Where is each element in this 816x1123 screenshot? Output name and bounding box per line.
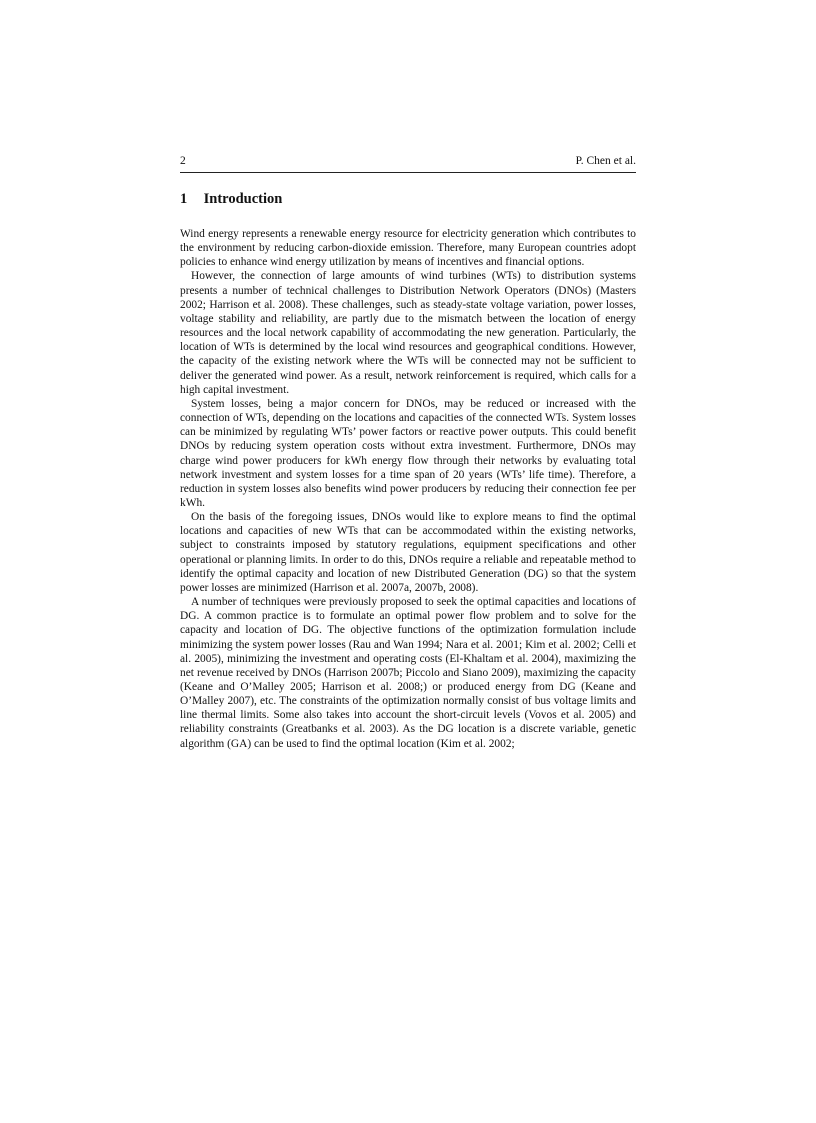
section-title: Introduction — [203, 191, 283, 207]
section-number: 1 — [180, 191, 188, 207]
paragraph: System losses, being a major concern for DNOs, may be reduced or increased with the connection of WTs, depending on the locations and capacities of the connected WTs. System losses can be minimized by regulating WTs’ power factors or reactive power outputs. This could benefit DNOs by reducing system operation costs without extra investment. Furthermore, DNOs may charge wind power producers for kWh energy flow through their networks by evaluating total network investment and system losses for a time span of 20 years (WTs’ life time). Therefore, a reduction in system losses also benefits wind power producers by reducing their connection fee per kWh. — [180, 397, 636, 509]
paragraph: Wind energy represents a renewable energy resource for electricity generation which contributes to the environment by reducing carbon-dioxide emission. Therefore, many European countries adopt policies to enhance wind energy utilization by means of incentives and financial options. — [180, 228, 636, 269]
book-page — [180, 150, 636, 751]
running-head-authors: P. Chen et al. — [575, 155, 636, 167]
body-text — [180, 227, 636, 751]
paragraph: A number of techniques were previously proposed to seek the optimal capacities and locations of DG. A common practice is to formulate an optimal power flow problem and to solve for the capacity and location of DG. The objective functions of the optimization formulation include minimizing the system power losses (Rau and Wan 1994; Nara et al. 2001; Kim et al. 2002; Celli et al. 2005), minimizing the investment and operating costs (El-Khaltam et al. 2004), maximizing the net revenue received by DNOs (Harrison 2007b; Piccolo and Siano 2009), maximizing the capacity (Keane and O’Malley 2005; Harrison et al. 2008;) or produced energy from DG (Keane and O’Malley 2007), etc. The constraints of the optimization normally consist of bus voltage limits and line thermal limits. Some also takes into account the short-circuit levels (Vovos et al. 2005) and reliability constraints (Greatbanks et al. 2003). As the DG location is a discrete variable, genetic algorithm (GA) can be used to find the optimal location (Kim et al. 2002; — [180, 596, 636, 750]
paragraph: However, the connection of large amounts of wind turbines (WTs) to distribution systems presents a number of technical challenges to Distribution Network Operators (DNOs) (Masters 2002; Harrison et al. 2008). These challenges, such as steady-state voltage variation, power losses, voltage stability and reliability, are partly due to the mismatch between the location of energy resources and the local network capability of accommodating the new generation. Particularly, the location of WTs is determined by the local wind resources and geographical conditions. However, the capacity of the existing network where the WTs will be connected may not be sufficient to deliver the generated wind power. As a result, network reinforcement is required, which calls for a high capital investment. — [180, 270, 636, 396]
section-heading — [180, 190, 636, 208]
running-head — [180, 150, 636, 173]
page-number: 2 — [180, 155, 186, 167]
paragraph: On the basis of the foregoing issues, DNOs would like to explore means to find the optimal locations and capacities of new WTs that can be accommodated within the existing networks, subject to constraints imposed by statutory regulations, equipment specifications and other operational or planning limits. In order to do this, DNOs require a reliable and repeatable method to identify the optimal capacity and location of new Distributed Generation (DG) so that the system power losses are minimized (Harrison et al. 2007a, 2007b, 2008). — [180, 511, 636, 594]
